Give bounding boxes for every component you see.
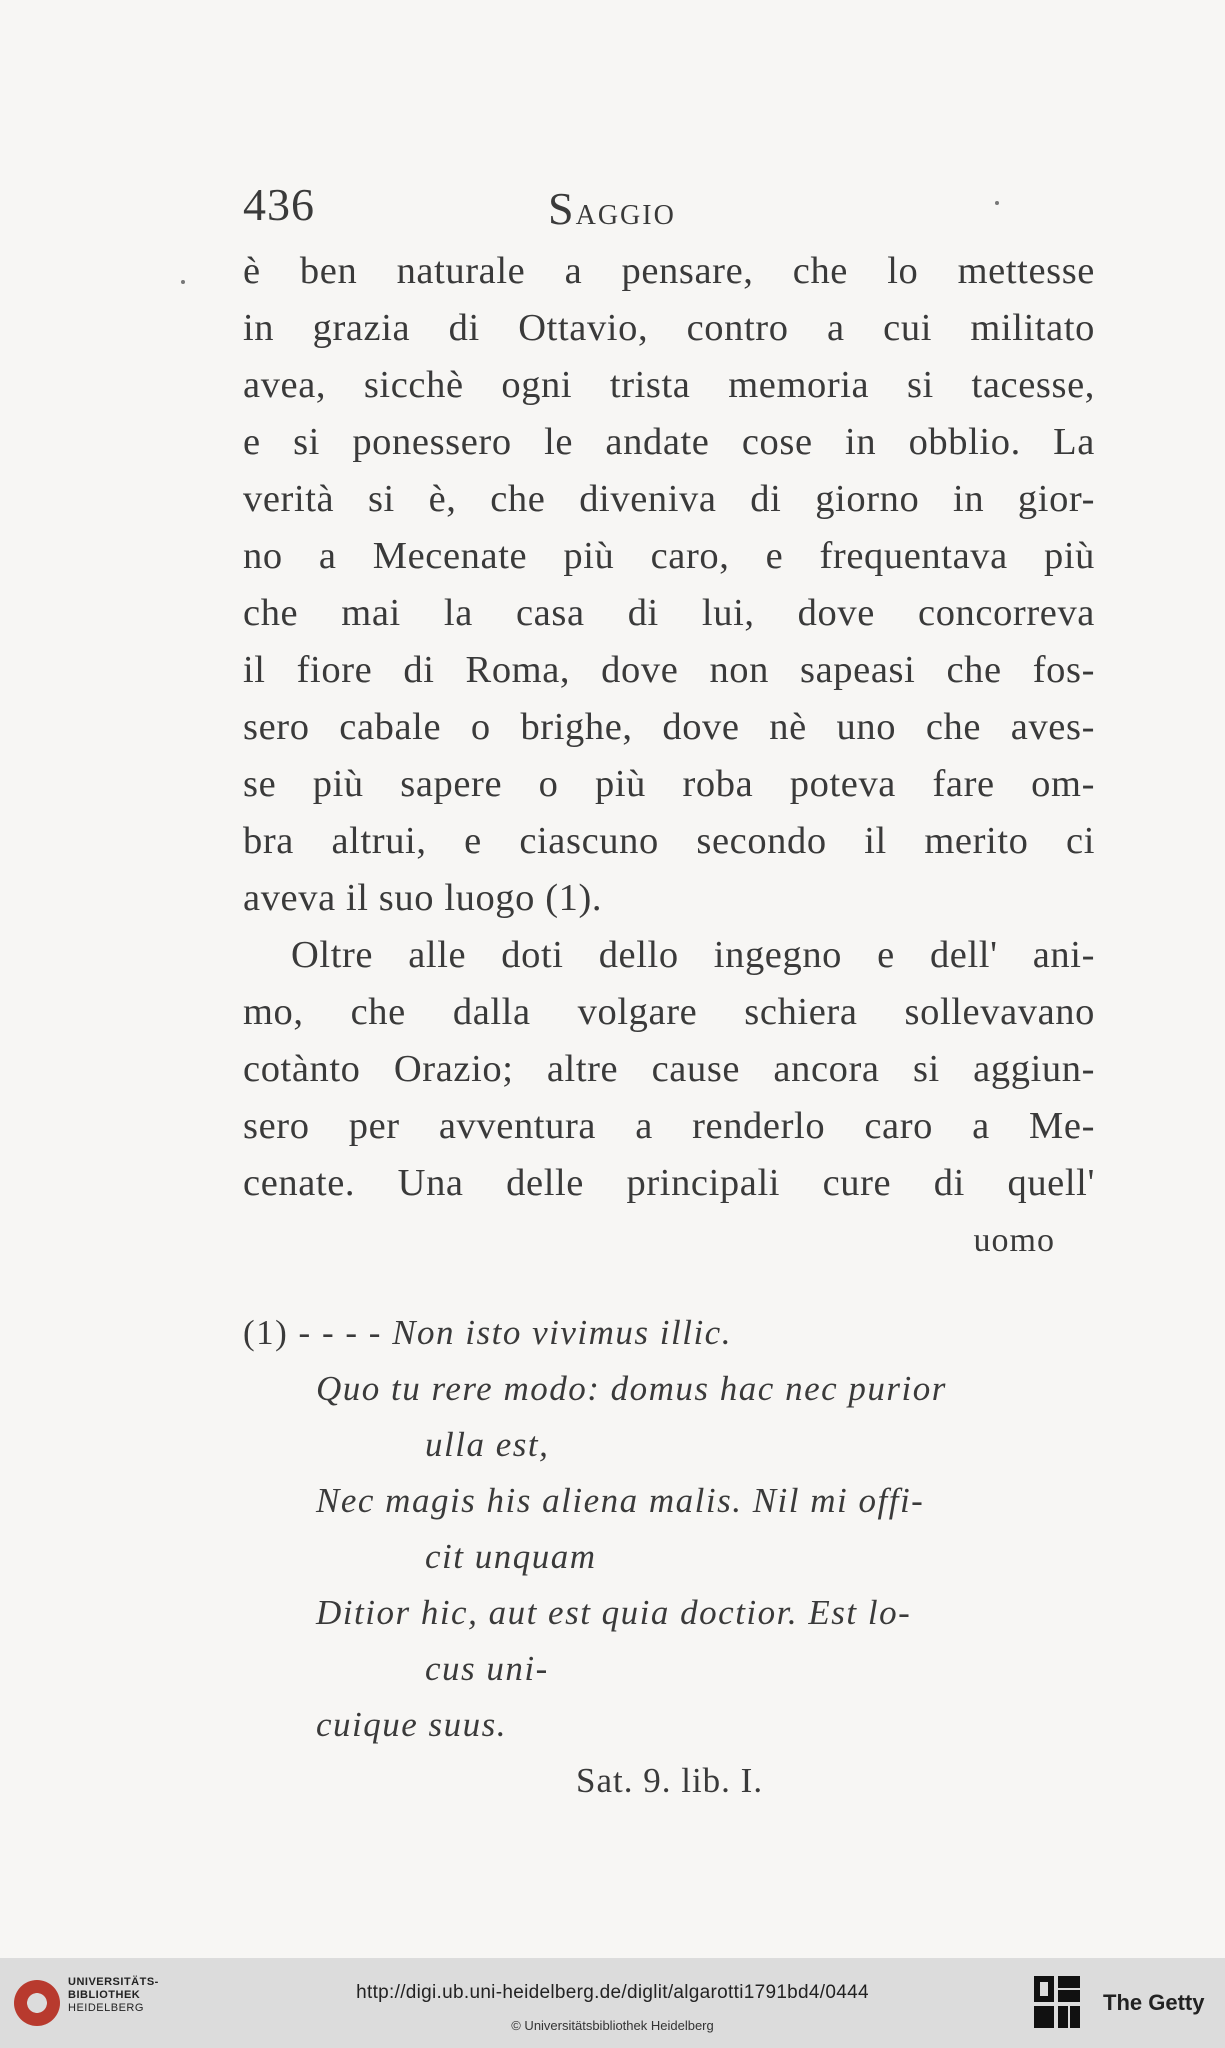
- footnote-line: cus uni-: [425, 1649, 549, 1688]
- ink-speck: [995, 201, 999, 205]
- text-line: che mai la casa di lui, dove concorreva: [243, 592, 1095, 634]
- page-header: [243, 178, 1103, 238]
- footnote-line: cit unquam: [425, 1537, 597, 1576]
- text-line: sero per avventura a renderlo caro a Me-: [243, 1105, 1095, 1147]
- text-line: in grazia di Ottavio, contro a cui militato: [243, 307, 1095, 349]
- getty-label: The Getty: [1103, 1990, 1205, 2015]
- footer-bar: [0, 1958, 1225, 2048]
- running-title-initial: S: [548, 183, 576, 234]
- page-number: 436: [243, 179, 315, 230]
- text-line: aveva il suo luogo (1).: [243, 877, 603, 919]
- footnote-line: ulla est,: [425, 1425, 550, 1464]
- text-line: no a Mecenate più caro, e frequentava più: [243, 535, 1095, 577]
- text-line: mo, che dalla volgare schiera sollevavano: [243, 991, 1095, 1033]
- text-line: il fiore di Roma, dove non sapeasi che fos-: [243, 649, 1095, 691]
- footnote-line: Nec magis his aliena malis. Nil mi offi-: [316, 1481, 925, 1520]
- footnote-source: Sat. 9. lib. I.: [576, 1761, 764, 1800]
- text-line: Oltre alle doti dello ingegno e dell' ani-: [291, 934, 1095, 976]
- running-title-rest: aggio: [575, 188, 676, 233]
- text-line: bra altrui, e ciascuno secondo il merito ci: [243, 820, 1095, 862]
- footnote-line: Quo tu rere modo: domus hac nec purior: [316, 1369, 947, 1408]
- text-line: è ben naturale a pensare, che lo mettesse: [243, 250, 1095, 292]
- copyright-notice: © Universitätsbibliothek Heidelberg: [511, 2018, 714, 2033]
- body-text: [243, 243, 1095, 1269]
- text-line: sero cabale o brighe, dove nè uno che aves-: [243, 706, 1095, 748]
- text-line: verità si è, che diveniva di giorno in gior-: [243, 478, 1095, 520]
- footnote-line: Ditior hic, aut est quia doctior. Est lo-: [316, 1593, 912, 1632]
- footnote-marker: (1) - - - -: [243, 1313, 382, 1352]
- text-line: cenate. Una delle principali cure di quell': [243, 1162, 1095, 1204]
- library-name-line: UNIVERSITÄTS-: [68, 1976, 159, 1988]
- footnote: [243, 1305, 1103, 1809]
- library-name-line: BIBLIOTHEK: [68, 1989, 141, 2001]
- text-line: se più sapere o più roba poteva fare om-: [243, 763, 1095, 805]
- getty-logo-icon: [1032, 1974, 1082, 2032]
- text-line: cotànto Orazio; altre cause ancora si aggiun-: [243, 1048, 1095, 1090]
- footnote-text: Non isto vivimus illic.: [392, 1313, 732, 1352]
- footnote-line: cuique suus.: [316, 1705, 508, 1744]
- footnote-line: [243, 1305, 1103, 1361]
- running-title: [548, 182, 676, 235]
- ink-speck: [181, 280, 185, 284]
- permalink-url[interactable]: http://digi.ub.uni-heidelberg.de/diglit/algarotti1791bd4/0444: [356, 1982, 869, 2003]
- catchword: uomo: [973, 1222, 1055, 1259]
- library-name-line: HEIDELBERG: [68, 2002, 144, 2014]
- text-line: e si ponessero le andate cose in obblio. La: [243, 421, 1095, 463]
- text-line: avea, sicchè ogni trista memoria si tacesse,: [243, 364, 1095, 406]
